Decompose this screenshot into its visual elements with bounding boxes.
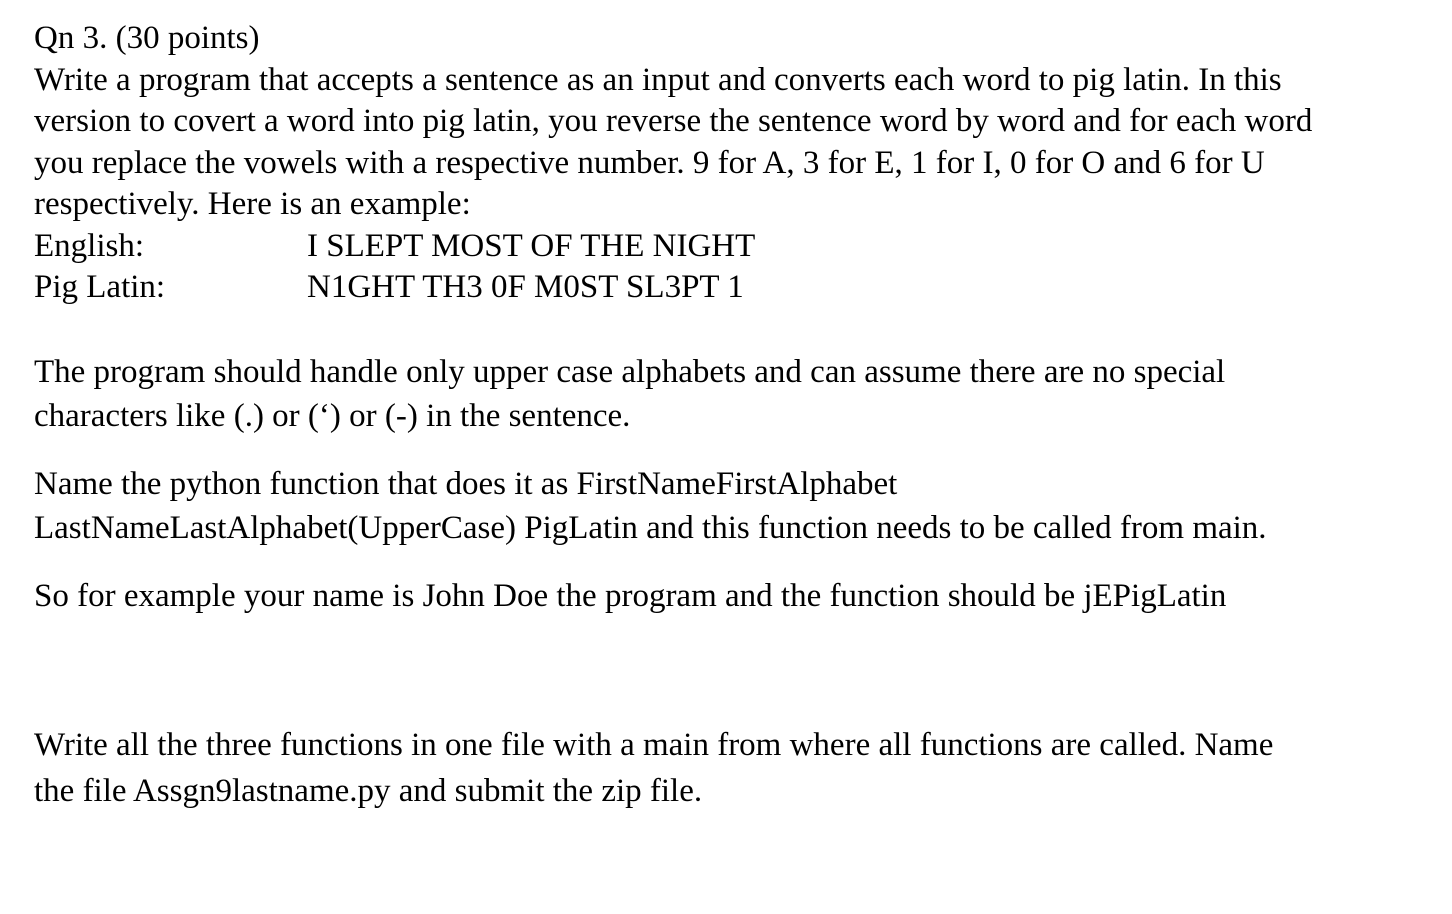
pig-latin-sentence: N1GHT TH3 0F M0ST SL3PT 1 xyxy=(307,269,744,305)
pig-latin-label: Pig Latin: xyxy=(34,269,166,305)
question-heading: Qn 3. (30 points) xyxy=(34,20,260,56)
naming-paragraph xyxy=(34,462,1434,550)
intro-line: you replace the vowels with a respective number. 9 for A, 3 for E, 1 for I, 0 for O and 6 for U xyxy=(34,144,1265,181)
example-name-paragraph xyxy=(34,574,1434,618)
english-example-row xyxy=(34,226,1434,268)
intro-line: Write a program that accepts a sentence as an input and converts each word to pig latin. In this xyxy=(34,61,1282,98)
submission-line: Write all the three functions in one file with a main from where all functions are called. Name xyxy=(34,726,1274,763)
constraint-line: characters like (.) or (‘) or (-) in the sentence. xyxy=(34,397,631,434)
english-sentence: I SLEPT MOST OF THE NIGHT xyxy=(307,227,756,264)
english-label: English: xyxy=(34,227,145,264)
constraint-paragraph xyxy=(34,350,1434,438)
question-document xyxy=(34,18,1434,814)
naming-line: LastNameLastAlphabet(UpperCase) PigLatin and this function needs to be called from main. xyxy=(34,509,1267,546)
pig-latin-example-row xyxy=(34,267,1434,309)
submission-line: the file Assgn9lastname.py and submit the zip file. xyxy=(34,772,703,809)
example-block xyxy=(34,226,1434,309)
submission-paragraph xyxy=(34,722,1434,814)
naming-line: Name the python function that does it as FirstNameFirstAlphabet xyxy=(34,465,898,502)
example-name-line: So for example your name is John Doe the program and the function should be jEPigLatin xyxy=(34,577,1227,614)
intro-line: version to covert a word into pig latin, you reverse the sentence word by word and for each word xyxy=(34,103,1313,139)
constraint-line: The program should handle only upper case alphabets and can assume there are no special xyxy=(34,353,1226,390)
intro-line: respectively. Here is an example: xyxy=(34,186,471,222)
intro-paragraph xyxy=(34,60,1434,226)
